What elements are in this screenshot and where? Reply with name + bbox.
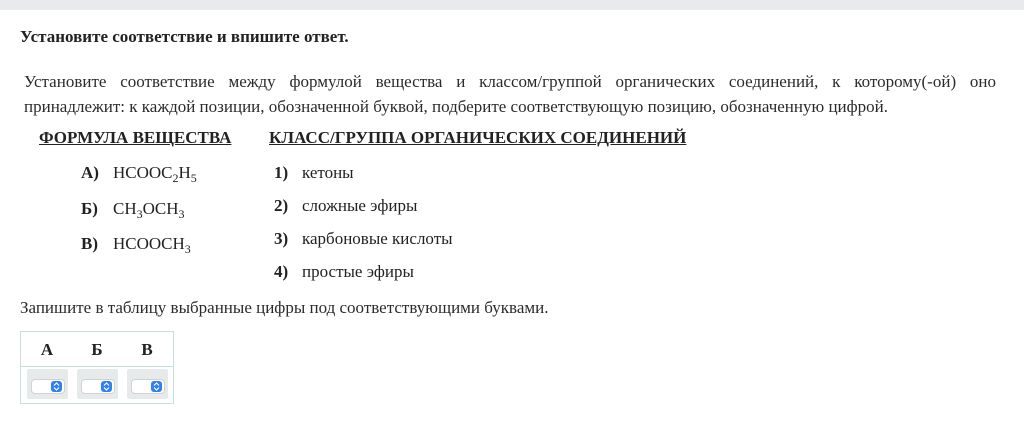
formula-text: $CH_3OCH_3$ [113,199,185,221]
formula-label: А) [81,163,99,182]
chevron-up-down-icon [151,381,162,392]
formula-label: Б) [81,199,98,218]
class-label: 2) [274,196,289,215]
formula-item-v [81,234,191,254]
class-item-3 [274,229,453,249]
class-item-1 [274,163,354,183]
formula-column-header: ФОРМУЛА ВЕЩЕСТВА [39,128,232,147]
answer-column-a: А [40,340,54,359]
class-label: 3) [274,229,289,248]
answer-select-v[interactable] [131,379,165,394]
answer-table-header [21,332,173,367]
class-label: 1) [274,163,289,182]
answer-select-b[interactable] [81,379,115,394]
chevron-up-down-icon [51,381,62,392]
formula-item-a [81,163,197,183]
chevron-up-down-icon [101,381,112,392]
task-title: Установите соответствие и впишите ответ. [20,27,349,46]
answer-table [20,331,174,404]
formula-label: В) [81,234,98,253]
top-bar [0,0,1024,10]
class-item-2 [274,196,417,216]
class-label: 4) [274,262,289,281]
answer-column-b: Б [91,340,103,359]
class-text: простые эфиры [302,262,414,281]
formula-text: $HCOOCH_3$ [113,234,191,256]
class-column-header: КЛАСС/ГРУППА ОРГАНИЧЕСКИХ СОЕДИНЕНИЙ [269,128,687,147]
formula-text: $HCOOC_2H_5$ [113,163,197,185]
task-instruction: Установите соответствие между формулой вещества и классом/группой органических соединений, к которому(-ой) оно принадлежит: к каждой позиции, обозначенной буквой, подберите соответствующую позицию, обозначенную цифрой. [24,72,996,116]
class-text: карбоновые кислоты [302,229,453,248]
answer-select-a[interactable] [31,379,65,394]
answer-prompt: Запишите в таблицу выбранные цифры под соответствующими буквами. [20,298,549,317]
answer-column-v: В [141,340,153,359]
formula-item-b [81,199,185,219]
class-item-4 [274,262,414,282]
class-text: кетоны [302,163,354,182]
class-text: сложные эфиры [302,196,418,215]
